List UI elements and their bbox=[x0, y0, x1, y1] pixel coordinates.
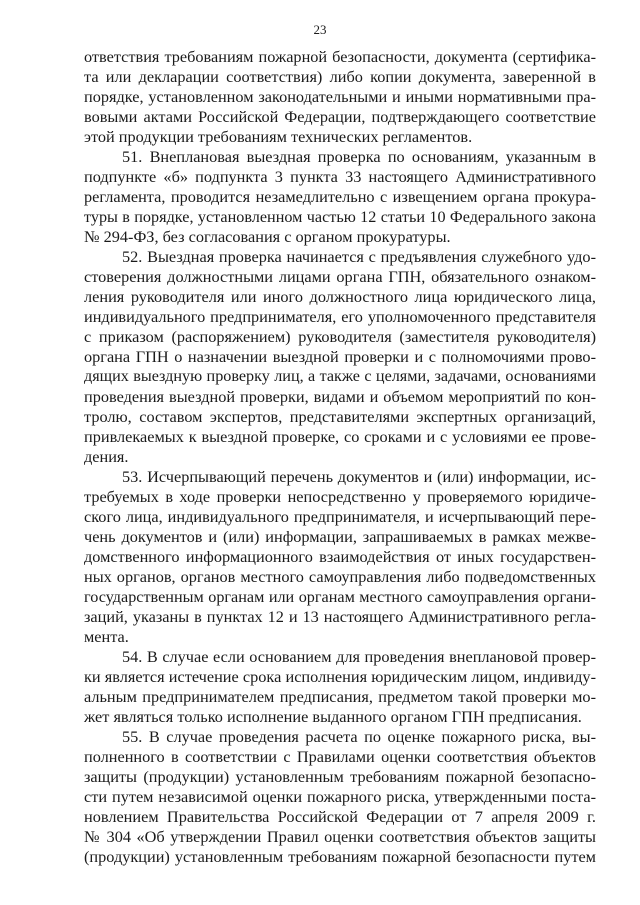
text-line: проведения выездной проверки, видами и объемом мероприятий по кон- bbox=[84, 387, 596, 406]
text-line: домственного информационного взаимодействия от иных государствен- bbox=[84, 547, 596, 566]
text-line: заций, указаны в пунктах 12 и 13 настоящего Административного регла- bbox=[84, 607, 596, 626]
text-line: дящих выездную проверку лиц, а также с целями, задачами, основаниями bbox=[84, 368, 596, 385]
document-body bbox=[84, 47, 596, 867]
text-line: та или декларации соответствия) либо копии документа, заверенной в bbox=[84, 67, 596, 86]
text-line: ки является истечение срока исполнения юридическим лицом, индивиду- bbox=[84, 667, 596, 686]
text-line: альным предпринимателем предписания, предметом такой проверки мо- bbox=[84, 687, 596, 706]
text-line: этой продукции требованиям технических регламентов. bbox=[84, 127, 473, 146]
text-line: полненного в соответствии с Правилами оценки соответствия объектов bbox=[84, 747, 596, 766]
text-line: (продукции) установленным требованиям пожарной безопасности путем bbox=[84, 847, 596, 866]
text-line: 52. Выездная проверка начинается с предъявления служебного удо- bbox=[122, 247, 596, 266]
text-line: дения. bbox=[84, 447, 129, 466]
page-number: 23 bbox=[313, 22, 327, 37]
text-line: чень документов и (или) информации, запрашиваемых в рамках межве- bbox=[84, 527, 596, 546]
text-line: 55. В случае проведения расчета по оценке пожарного риска, вы- bbox=[122, 727, 596, 746]
text-line: защиты (продукции) установленным требованиям пожарной безопасно- bbox=[84, 767, 596, 786]
text-line: мента. bbox=[84, 627, 129, 646]
text-line: индивидуального предпринимателя, его уполномоченного представителя bbox=[84, 307, 596, 326]
text-line: 54. В случае если основанием для проведения внеплановой провер- bbox=[122, 647, 596, 666]
text-line: стоверения должностными лицами органа ГПН, обязательного ознаком- bbox=[84, 267, 596, 286]
text-line: жет являться только исполнение выданного органом ГПН предписания. bbox=[84, 707, 582, 726]
text-line: требуемых в ходе проверки непосредственно у проверяемого юридиче- bbox=[84, 487, 596, 506]
text-line: 51. Внеплановая выездная проверка по основаниям, указанным в bbox=[122, 147, 596, 166]
text-line: ления руководителя или иного должностного лица юридического лица, bbox=[84, 287, 596, 306]
text-line: регламента, проводится незамедлительно с извещением органа прокура- bbox=[84, 187, 596, 206]
text-line: привлекаемых к выездной проверке, со сроками и с условиями ее прове- bbox=[84, 427, 596, 446]
text-line: ных органов, органов местного самоуправления либо подведомственных bbox=[84, 567, 596, 586]
text-line: порядке, установленном законодательными и иными нормативными пра- bbox=[84, 87, 596, 106]
text-line: ского лица, индивидуального предпринимателя, и исчерпывающий пере- bbox=[84, 507, 596, 526]
text-line: № 304 «Об утверждении Правил оценки соответствия объектов защиты bbox=[84, 827, 596, 846]
text-line: 53. Исчерпывающий перечень документов и (или) информации, ис- bbox=[122, 467, 596, 486]
text-line: туры в порядке, установленном частью 12 статьи 10 Федерального закона bbox=[84, 208, 596, 226]
text-line: сти путем независимой оценки пожарного риска, утвержденными поста- bbox=[84, 787, 596, 806]
text-line: с приказом (распоряжением) руководителя (заместителя руководителя) bbox=[84, 327, 596, 346]
text-line: вовыми актами Российской Федерации, подтверждающего соответствие bbox=[84, 107, 596, 126]
text-line: подпункте «б» подпункта 3 пункта 33 настоящего Административного bbox=[84, 167, 596, 186]
text-line: тролю, составом экспертов, представителями экспертных организаций, bbox=[84, 407, 596, 426]
text-line: органа ГПН о назначении выездной проверки и с полномочиями прово- bbox=[84, 347, 596, 366]
text-line: ответствия требованиям пожарной безопасности, документа (сертифика- bbox=[84, 47, 596, 66]
text-line: новлением Правительства Российской Федерации от 7 апреля 2009 г. bbox=[84, 807, 596, 826]
text-line: № 294-ФЗ, без согласования с органом прокуратуры. bbox=[84, 227, 451, 246]
text-line: государственным органам или органам местного самоуправления органи- bbox=[84, 588, 596, 606]
